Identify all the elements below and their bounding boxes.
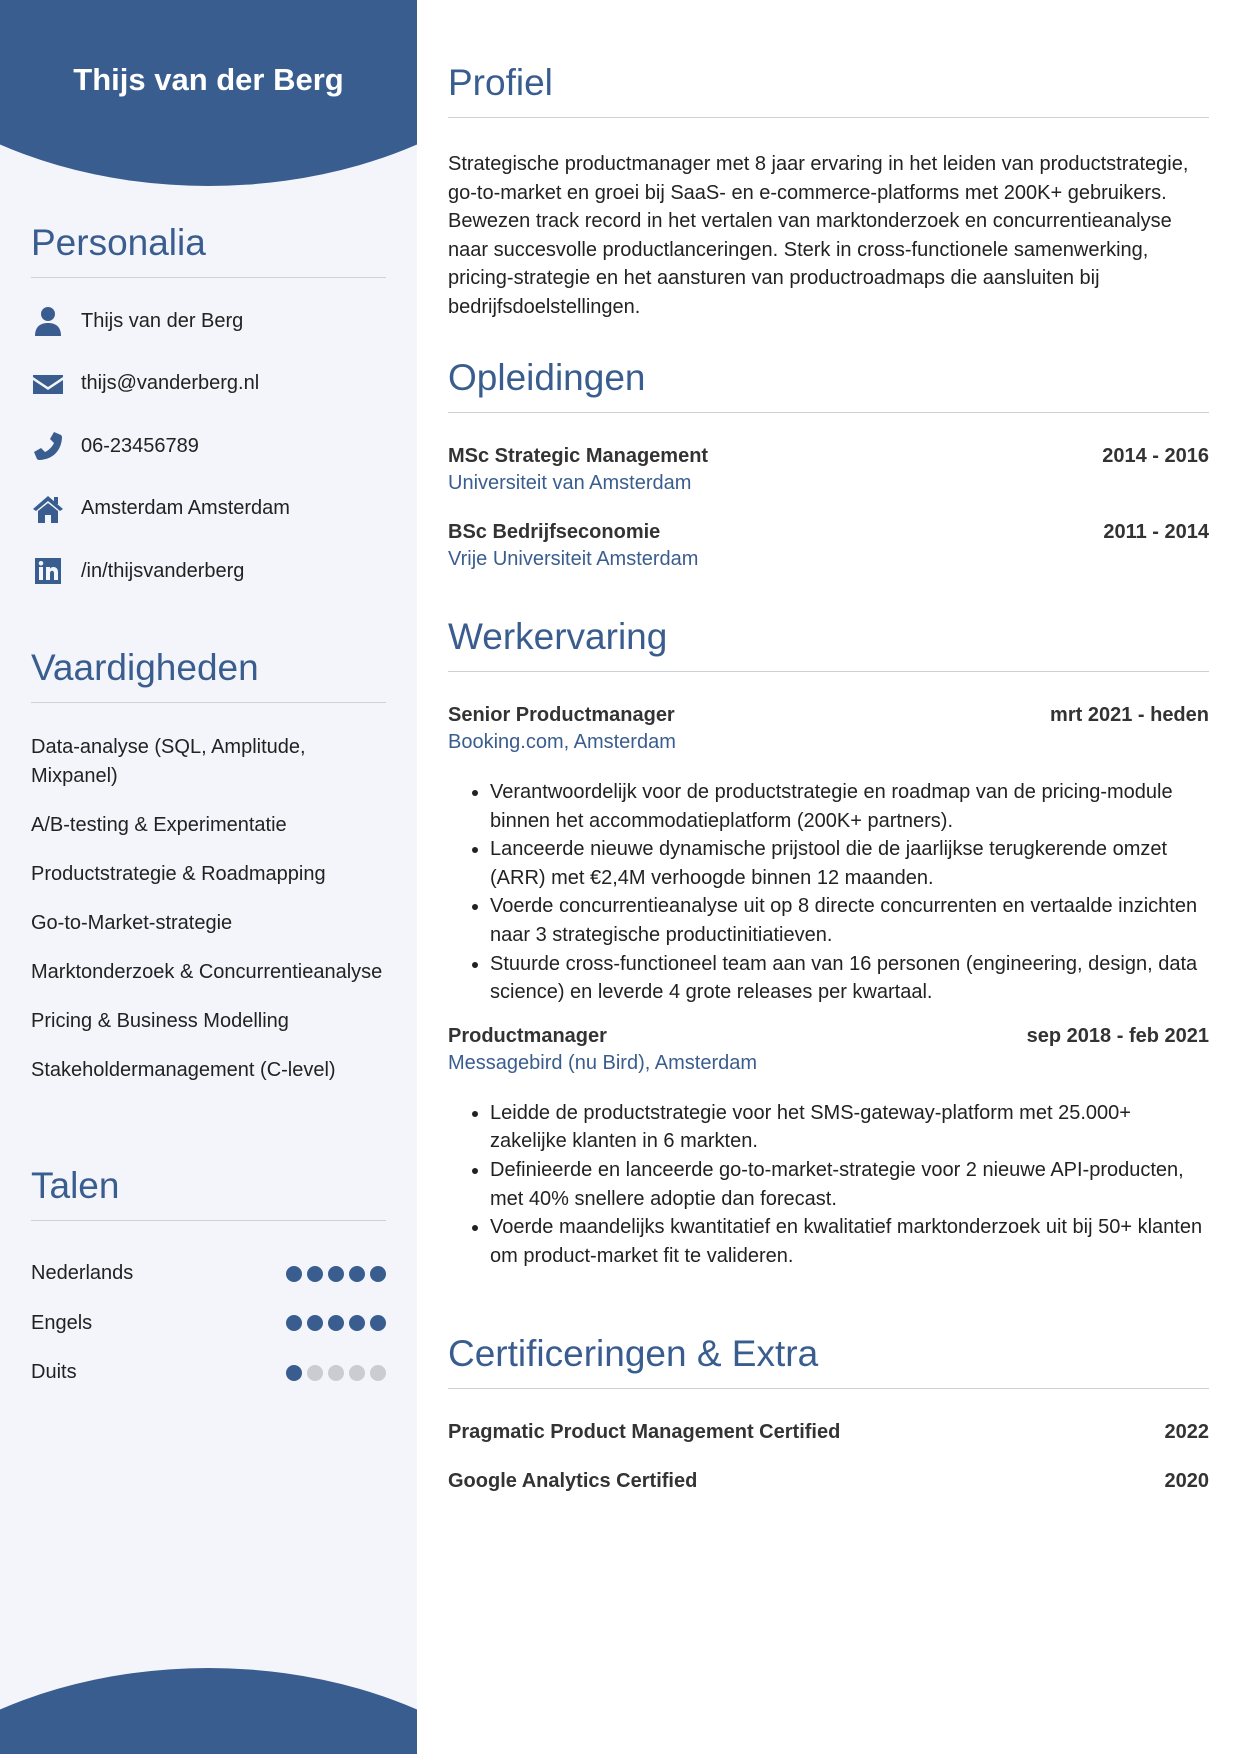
skill-item: Productstrategie & Roadmapping [31,863,326,885]
certifications-title: Certificeringen & Extra [448,1333,1209,1389]
contact-phone-text[interactable]: 06-23456789 [81,434,199,457]
certification-item [448,1419,1209,1445]
language-level [286,1365,386,1381]
certification-name: Google Analytics Certified [448,1470,698,1492]
skill-item: Pricing & Business Modelling [31,1010,289,1032]
education-degree: BSc Bedrijfseconomie [448,521,661,543]
certification-name: Pragmatic Product Management Certified [448,1421,841,1443]
language-item [31,1249,386,1299]
contact-name [31,290,386,353]
level-dot-filled [328,1266,344,1282]
experience-title: Werkervaring [448,616,1209,672]
profile-text: Strategische productmanager met 8 jaar ervaring in het leiden van productstrategie, go-to-market en groei bij SaaS- en e-commerce-platforms met 200K+ gebruikers. Bewezen track record in het vertalen van marktonderzoek en concurrentieanalyse naar succesvolle productlanceringen. Sterk in cross-functionele samenwerking, pricing-strategie en het aansturen van productroadmaps die aansluiten bij bedrijfsdoelstellingen. [448,153,1189,318]
contact-linkedin-text[interactable]: /in/thijsvanderberg [81,559,245,582]
bullet-item: • Verantwoordelijk voor de productstrategie en roadmap van de pricing-module binnen het accommodatieplatform (200K+ partners). [490,778,1209,835]
level-dot-filled [370,1266,386,1282]
level-dot-empty [328,1365,344,1381]
personalia-section [31,222,386,603]
level-dot-filled [307,1266,323,1282]
education-title: Opleidingen [448,357,1209,413]
skill-item: Marktonderzoek & Concurrentieanalyse [31,961,383,983]
experience-role: Productmanager [448,1024,607,1047]
experience-company: Booking.com, Amsterdam [448,731,676,753]
level-dot-filled [286,1266,302,1282]
languages-section [31,1165,386,1398]
experience-company: Messagebird (nu Bird), Amsterdam [448,1051,758,1074]
bullet-item: • Leidde de productstrategie voor het SMS-gateway-platform met 25.000+ zakelijke klanten in 6 markten. [490,1099,1209,1156]
skill-item: Go-to-Market-strategie [31,912,233,934]
bullet-item: • Voerde concurrentieanalyse uit op 8 directe concurrenten en vertaalde inzichten naar 3 strategische productinitiatieven. [490,892,1209,949]
skill-item: A/B-testing & Experimentatie [31,814,287,836]
language-item [31,1299,386,1349]
education-school: Vrije Universiteit Amsterdam [448,548,699,570]
education-entry [448,519,1209,573]
language-name: Nederlands [31,1262,134,1285]
linkedin-icon [31,554,65,588]
language-level [286,1266,386,1282]
bullet-item: • Voerde maandelijks kwantitatief en kwalitatief marktonderzoek uit bij 50+ klanten om product-market fit te valideren. [490,1213,1209,1270]
contact-list [31,290,386,603]
bullet-item: • Lanceerde nieuwe dynamische prijstool die de jaarlijkse terugkerende omzet (ARR) met €2,4M verhoogde binnen 12 maanden. [490,835,1209,892]
contact-name-text: Thijs van der Berg [81,309,244,332]
profile-section [448,62,1209,322]
education-years: 2011 - 2014 [1103,521,1209,543]
skills-section [31,647,386,1105]
experience-role: Senior Productmanager [448,704,675,726]
home-icon [31,492,65,526]
education-years: 2014 - 2016 [1102,445,1209,467]
contact-email[interactable] [31,353,386,416]
skill-list [31,733,386,1085]
level-dot-filled [349,1315,365,1331]
phone-icon [31,429,65,463]
language-name: Engels [31,1311,93,1334]
education-degree: MSc Strategic Management [448,445,709,467]
level-dot-empty [349,1365,365,1381]
experience-bullets [448,778,1209,1007]
education-section [448,357,1209,573]
skill-item: Data-analyse (SQL, Amplitude, Mixpanel) [31,736,306,787]
skills-title: Vaardigheden [31,647,386,703]
contact-address [31,478,386,541]
contact-email-text[interactable]: thijs@vanderberg.nl [81,372,260,395]
language-list [31,1249,386,1398]
contact-address-text: Amsterdam Amsterdam [81,497,290,520]
level-dot-empty [370,1365,386,1381]
education-school: Universiteit van Amsterdam [448,472,692,494]
certification-year: 2022 [1164,1421,1209,1443]
level-dot-filled [349,1266,365,1282]
contact-linkedin[interactable] [31,540,386,603]
language-level [286,1315,386,1331]
profile-title: Profiel [448,62,1209,118]
experience-period: mrt 2021 - heden [1050,704,1209,726]
level-dot-filled [286,1315,302,1331]
language-name: Duits [31,1361,77,1384]
education-entry [448,443,1209,497]
level-dot-empty [307,1365,323,1381]
experience-section [448,616,1209,1270]
languages-title: Talen [31,1165,386,1221]
language-item [31,1348,386,1398]
skill-item: Stakeholdermanagement (C-level) [31,1059,336,1081]
experience-period: sep 2018 - feb 2021 [1026,1024,1209,1047]
person-icon [31,304,65,338]
footer-arc [0,1668,417,1754]
level-dot-filled [307,1315,323,1331]
personalia-title: Personalia [31,222,386,278]
bullet-item: • Definieerde en lanceerde go-to-market-strategie voor 2 nieuwe API-producten, met 40% snellere adoptie dan forecast. [490,1156,1209,1213]
level-dot-filled [286,1365,302,1381]
envelope-icon [31,367,65,401]
bullet-item: • Stuurde cross-functioneel team aan van 16 personen (engineering, design, data science) en leverde 4 grote releases per kwartaal. [490,950,1209,1007]
experience-entry [448,1023,1209,1271]
certification-item [448,1468,1209,1494]
level-dot-filled [328,1315,344,1331]
experience-bullets [448,1099,1209,1271]
experience-entry [448,702,1209,1007]
contact-phone[interactable] [31,415,386,478]
candidate-name: Thijs van der Berg [73,62,344,97]
certifications-section [448,1333,1209,1494]
sidebar [0,0,417,1754]
level-dot-filled [370,1315,386,1331]
certification-year: 2020 [1164,1470,1209,1492]
